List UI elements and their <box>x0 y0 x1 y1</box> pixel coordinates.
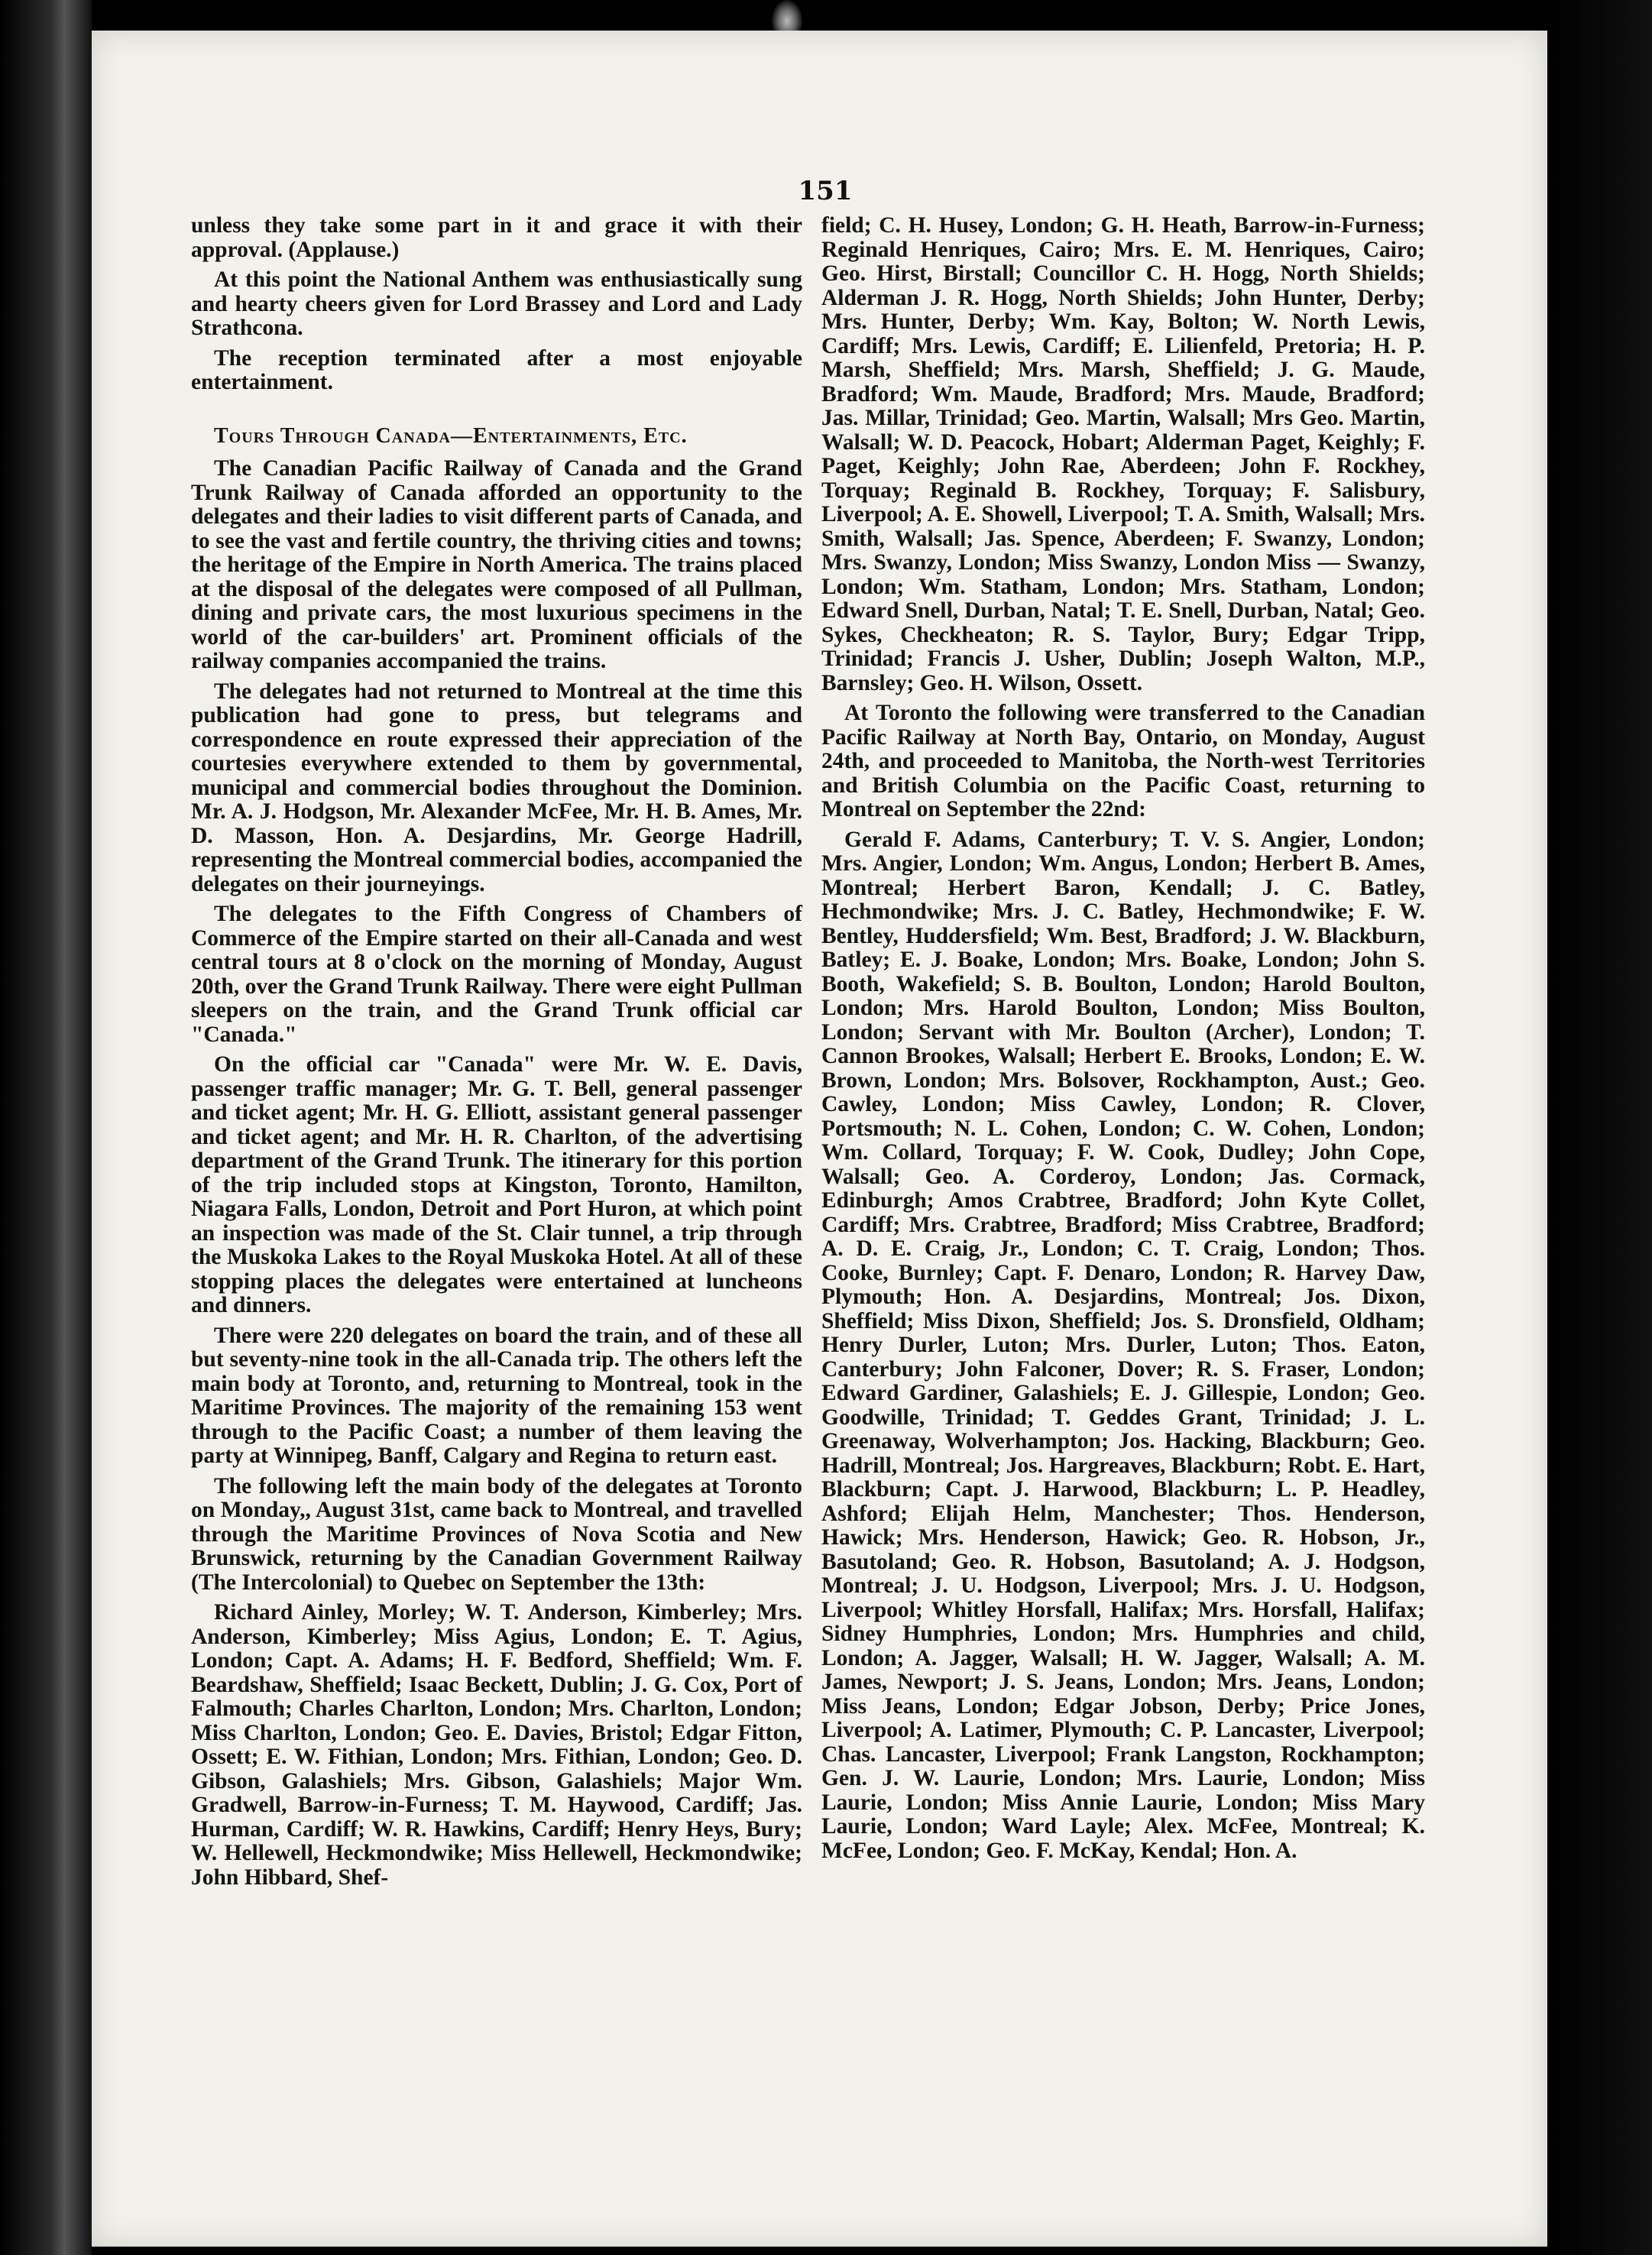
right-column <box>821 214 1425 1869</box>
paragraph: On the official car "Canada" were Mr. W. E. Davis, passenger traffic manager; Mr. G. T. Bell, general passenger and ticket agent; Mr. H. G. Elliott, assistant general passenger and ticket agent; and Mr. H. R. Charlton, of the advertising department of the Grand Trunk. The itinerary for this portion of the trip included stops at Kingston, Toronto, Hamilton, Niagara Falls, London, Detroit and Port Huron, at which point an inspection was made of the St. Clair tunnel, a trip through the Muskoka Lakes to the Royal Muskoka Hotel. At all of these stopping places the delegates were entertained at luncheons and dinners. <box>191 1052 802 1317</box>
section-heading: Tours Through Canada—Entertainments, Etc. <box>214 423 688 448</box>
paragraph: unless they take some part in it and grace it with their approval. (Applause.) <box>191 213 802 262</box>
name-list: Richard Ainley, Morley; W. T. Anderson, Kimberley; Mrs. Anderson, Kimberley; Miss Agius, London; E. T. Agius, London; Capt. A. Adams; H. F. Bedford, Sheffield; Wm. F. Beardshaw, Sheffield; Isaac Beckett, Dublin; J. G. Cox, Port of Falmouth; Charles Charlton, London; Mrs. Charlton, London; Miss Charlton, London; Geo. E. Davies, Bristol; Edgar Fitton, Ossett; E. W. Fithian, London; Mrs. Fithian, London; Geo. D. Gibson, Galashiels; Mrs. Gibson, Galashiels; Major Wm. Gradwell, Barrow-in-Furness; T. M. Haywood, Cardiff; Jas. Hurman, Cardiff; W. R. Hawkins, Cardiff; Henry Heys, Bury; W. Hellewell, Heckmondwike; Miss Hellewell, Heckmondwike; John Hibbard, Shef- <box>191 1600 802 1890</box>
paragraph: At Toronto the following were transferred to the Canadian Pacific Railway at North Bay, Ontario, on Monday, August 24th, and proceeded to Manitoba, the North-west Territories and British Columbia on the Pacific Coast, returning to Montreal on September the 22nd: <box>821 701 1425 821</box>
paragraph: There were 220 delegates on board the train, and of these all but seventy-nine took in the all-Canada trip. The others left the main body at Toronto, and, returning to Montreal, took in the Maritime Provinces. The majority of the remaining 153 went through to the Pacific Coast; a number of them leaving the party at Winnipeg, Banff, Calgary and Regina to return east. <box>191 1323 802 1468</box>
paragraph: The Canadian Pacific Railway of Canada and the Grand Trunk Railway of Canada afforded an opportunity to the delegates and their ladies to visit different parts of Canada, and to see the vast and fertile country, the thriving cities and towns; the heritage of the Empire in North America. The trains placed at the disposal of the delegates were composed of all Pullman, dining and private cars, the most luxurious specimens in the world of the car-builders' art. Prominent officials of the railway companies accompanied the trains. <box>191 456 802 673</box>
paragraph: At this point the National Anthem was enthusiastically sung and hearty cheers given for Lord Brassey and Lord and Lady Strathcona. <box>191 267 802 340</box>
left-column <box>191 214 802 1896</box>
name-list: field; C. H. Husey, London; G. H. Heath, Barrow-in-Furness; Reginald Henriques, Cairo; Mrs. E. M. Henriques, Cairo; Geo. Hirst, Birstall; Councillor C. H. Hogg, North Shields; Alderman J. R. Hogg, North Shields; John Hunter, Derby; Mrs. Hunter, Derby; Wm. Kay, Bolton; W. North Lewis, Cardiff; Mrs. Lewis, Cardiff; E. Lilienfeld, Pretoria; H. P. Marsh, Sheffield; Mrs. Marsh, Sheffield; J. G. Maude, Bradford; Wm. Maude, Bradford; Mrs. Maude, Bradford; Jas. Millar, Trinidad; Geo. Martin, Walsall; Mrs Geo. Martin, Walsall; W. D. Peacock, Hobart; Alderman Paget, Keighly; F. Paget, Keighly; John Rae, Aberdeen; John F. Rockhey, Torquay; Reginald B. Rockhey, Torquay; F. Salisbury, Liverpool; A. E. Showell, Liverpool; T. A. Smith, Walsall; Mrs. Smith, Walsall; Jas. Spence, Aberdeen; F. Swanzy, London; Mrs. Swanzy, London; Miss Swanzy, London Miss — Swanzy, London; Wm. Statham, London; Mrs. Statham, London; Edward Snell, Durban, Natal; T. E. Snell, Durban, Natal; Geo. Sykes, Checkheaton; R. S. Taylor, Bury; Edgar Tripp, Trinidad; Francis J. Usher, Dublin; Joseph Walton, M.P., Barnsley; Geo. H. Wilson, Ossett. <box>821 213 1425 695</box>
paragraph: The reception terminated after a most enjoyable entertainment. <box>191 345 802 394</box>
paragraph: The delegates had not returned to Montreal at the time this publication had gone to press, but telegrams and correspondence en route expressed their appreciation of the courtesies everywhere extended to them by governmental, municipal and commercial bodies throughout the Dominion. Mr. A. J. Hodgson, Mr. Alexander McFee, Mr. H. B. Ames, Mr. D. Masson, Hon. A. Desjardins, Mr. George Hadrill, representing the Montreal commercial bodies, accompanied the delegates on their journeyings. <box>191 679 802 896</box>
page-number: 151 <box>798 176 853 206</box>
binding-shadow <box>0 0 92 2255</box>
paragraph: The delegates to the Fifth Congress of Chambers of Commerce of the Empire started on their all-Canada and west central tours at 8 o'clock on the morning of Monday, August 20th, over the Grand Trunk Railway. There were eight Pullman sleepers on the train, and the Grand Trunk official car "Canada." <box>191 902 802 1047</box>
paragraph: The following left the main body of the delegates at Toronto on Monday,, August 31st, came back to Montreal, and travelled through the Maritime Provinces of Nova Scotia and New Brunswick, returning by the Canadian Government Railway (The Intercolonial) to Quebec on September the 13th: <box>191 1473 802 1595</box>
name-list: Gerald F. Adams, Canterbury; T. V. S. Angier, London; Mrs. Angier, London; Wm. Angus, London; Herbert B. Ames, Montreal; Herbert Baron, Kendall; J. C. Batley, Hechmondwike; Mrs. J. C. Batley, Hechmondwike; F. W. Bentley, Huddersfield; Wm. Best, Bradford; J. W. Blackburn, Batley; E. J. Boake, London; Mrs. Boake, London; John S. Booth, Wakefield; S. B. Boulton, London; Harold Boulton, London; Mrs. Harold Boulton, London; Miss Boulton, London; Servant with Mr. Boulton (Archer), London; T. Cannon Brookes, Walsall; Herbert E. Brooks, London; E. W. Brown, London; Mrs. Bolsover, Rockhampton, Aust.; Geo. Cawley, London; Miss Cawley, London; R. Clover, Portsmouth; N. L. Cohen, London; C. W. Cohen, London; Wm. Collard, Torquay; F. W. Cook, Dudley; John Cope, Walsall; Geo. A. Corderoy, London; Jas. Cormack, Edinburgh; Amos Crabtree, Bradford; John Kyte Collet, Cardiff; Mrs. Crabtree, Bradford; Miss Crabtree, Bradford; A. D. E. Craig, Jr., London; C. T. Craig, London; Thos. Cooke, Burnley; Capt. F. Denaro, London; R. Harvey Daw, Plymouth; Hon. A. Desjardins, Montreal; Jos. Dixon, Sheffield; Miss Dixon, Sheffield; Jos. S. Dronsfield, Oldham; Henry Durler, Luton; Mrs. Durler, Luton; Thos. Eaton, Canterbury; John Falconer, Dover; R. S. Fraser, London; Edward Gardiner, Galashiels; E. J. Gillespie, London; Geo. Goodwille, Trinidad; T. Geddes Grant, Trinidad; J. L. Greenaway, Wolverhampton; Jos. Hacking, Blackburn; Geo. Hadrill, Montreal; Jos. Hargreaves, Blackburn; Robt. E. Hart, Blackburn; Capt. J. Harwood, Blackburn; L. P. Headley, Ashford; Elijah Helm, Manchester; Thos. Henderson, Hawick; Mrs. Henderson, Hawick; Geo. R. Hobson, Jr., Basutoland; Geo. R. Hobson, Basutoland; A. J. Hodgson, Montreal; J. U. Hodgson, Liverpool; Mrs. J. U. Hodgson, Liverpool; Whitley Horsfall, Halifax; Mrs. Horsfall, Halifax; Sidney Humphries, London; Mrs. Humphries and child, London; A. Jagger, Walsall; H. W. Jagger, Walsall; A. M. James, Newport; J. S. Jeans, London; Mrs. Jeans, London; Miss Jeans, London; Edgar Jobson, Derby; Price Jones, Liverpool; A. Latimer, Plymouth; C. P. Lancaster, Liverpool; Chas. Lancaster, Liverpool; Frank Langston, Rockhampton; Gen. J. W. Laurie, London; Mrs. Laurie, London; Miss Laurie, London; Miss Annie Laurie, London; Miss Mary Laurie, London; Ward Layle; Alex. McFee, Montreal; K. McFee, London; Geo. F. McKay, Kendal; Hon. A. <box>821 827 1425 1863</box>
